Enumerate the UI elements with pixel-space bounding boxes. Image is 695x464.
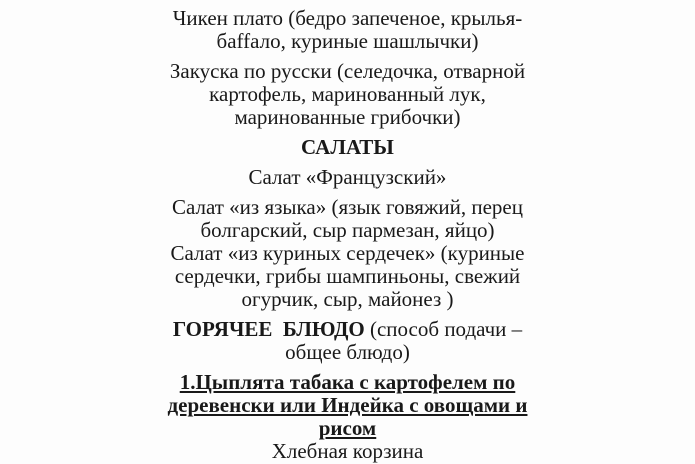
menu-item-russian-appetizer <box>68 60 628 129</box>
menu-line: баffало, куриные шашлычки) <box>216 29 479 53</box>
hot-course-title: ГОРЯЧЕЕ БЛЮДО <box>172 317 365 341</box>
menu-line: рисом <box>318 416 377 440</box>
menu-line: Салат «Французский» <box>248 165 447 189</box>
menu-section-heading-salads <box>68 136 628 159</box>
menu-line: огурчик, сыр, майонез ) <box>241 287 454 311</box>
menu-line: САЛАТЫ <box>301 135 394 159</box>
menu-section-heading-hot-course <box>68 318 628 364</box>
menu-item-salad-chicken-hearts <box>68 242 628 311</box>
menu-line: Салат «из куриных сердечек» (куриные <box>170 241 525 265</box>
menu-line: маринованные грибочки) <box>234 105 461 129</box>
menu-line: сердечки, грибы шампиньоны, свежий <box>174 264 521 288</box>
menu-item-main-dish-options <box>68 371 628 440</box>
menu-line: 1.Цыплята табака с картофелем по <box>179 370 516 394</box>
menu-line: деревенски или Индейка с овощами и <box>167 393 528 417</box>
menu-item-salad-tongue <box>68 196 628 242</box>
menu-line: картофель, маринованный лук, <box>209 82 486 106</box>
menu-line <box>68 318 628 341</box>
menu-line: Чикен плато (бедро запеченое, крылья- <box>172 6 523 30</box>
menu-line: Салат «из языка» (язык говяжий, перец <box>171 195 523 219</box>
menu-item-chicken-plato <box>68 7 628 53</box>
menu-item-bread-basket <box>68 440 628 463</box>
menu-line: Закуска по русски (селедочка, отварной <box>169 59 526 83</box>
menu-line: болгарский, сыр пармезан, яйцо) <box>200 218 495 242</box>
menu-line: общее блюдо) <box>285 340 410 364</box>
menu-line: Хлебная корзина <box>271 439 424 463</box>
menu-item-salad-french <box>68 166 628 189</box>
hot-course-serving-note: (способ подачи – <box>364 317 523 341</box>
